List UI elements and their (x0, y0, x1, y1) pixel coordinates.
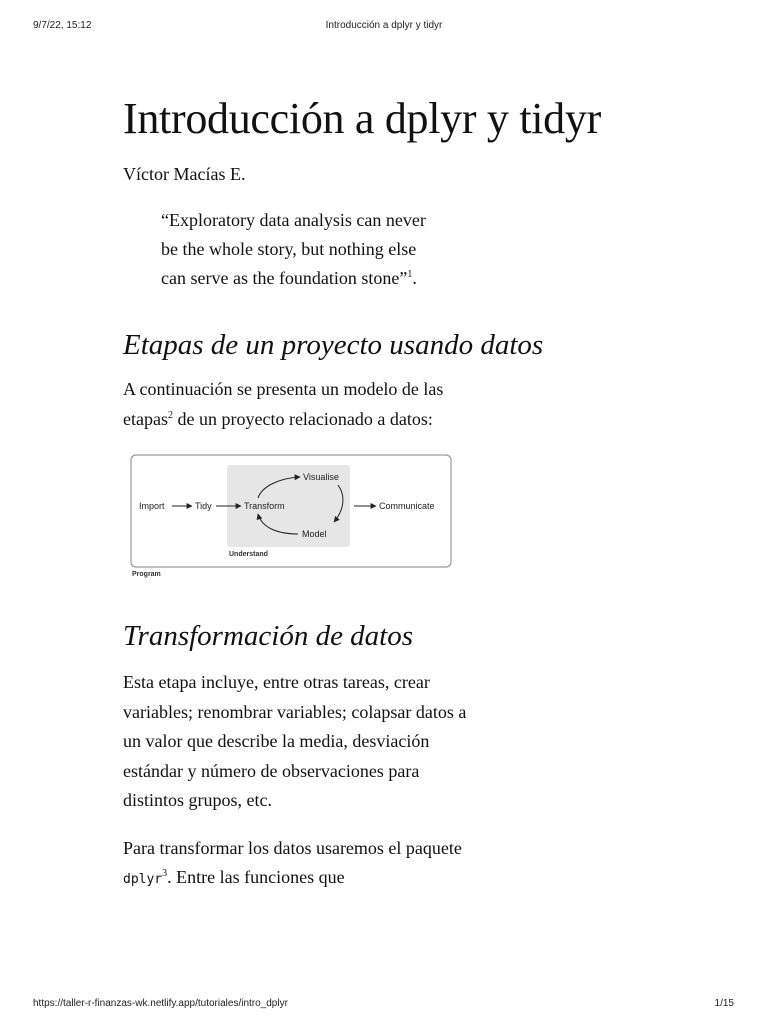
section-heading-etapas: Etapas de un proyecto usando datos (123, 329, 544, 361)
print-url[interactable]: https://taller-r-finanzas-wk.netlify.app/tutoriales/intro_dplyr (33, 998, 288, 1009)
footnote-ref-2[interactable]: 2 (167, 409, 173, 421)
author: Víctor Macías E. (123, 164, 246, 184)
node-visualise: Visualise (303, 472, 339, 482)
paragraph-text: . Entre las funciones que (167, 867, 345, 887)
print-header (0, 0, 768, 40)
data-science-workflow-diagram (130, 454, 452, 580)
footnote-ref-1[interactable]: 1 (407, 269, 413, 280)
paragraph-text: Para transformar los datos usaremos el paquete (123, 837, 462, 858)
quote-text: “Exploratory data analysis can never be the whole story, but nothing else can serve as the foundation stone” (161, 210, 426, 288)
print-page-title: Introducción a dplyr y tidyr (325, 20, 443, 31)
node-model: Model (302, 529, 327, 539)
paragraph-text: de un proyecto relacionado a datos: (172, 408, 433, 429)
paragraph-transformacion: Esta etapa incluye, entre otras tareas, crear variables; renombrar variables; colapsar datos a un valor que describe la media, desviación estándar y número de observaciones para distintos grupos, etc. (123, 672, 467, 810)
page-number: 1/15 (714, 998, 734, 1009)
inline-code-dplyr: dplyr (123, 872, 163, 887)
paragraph-etapas (123, 375, 468, 434)
paragraph-text: A continuación se presenta un modelo de las etapas (123, 379, 444, 429)
epigraph-quote (161, 206, 431, 293)
document-title: Introducción a dplyr y tidyr (123, 94, 601, 143)
document-body (123, 88, 601, 895)
label-understand: Understand (229, 551, 268, 558)
node-communicate: Communicate (379, 501, 435, 511)
paragraph-dplyr (123, 834, 468, 895)
print-footer (0, 984, 768, 1024)
node-tidy: Tidy (195, 501, 212, 511)
quote-end: . (412, 268, 417, 288)
print-date: 9/7/22, 15:12 (33, 20, 92, 31)
node-transform: Transform (244, 501, 285, 511)
footnote-ref-3[interactable]: 3 (162, 868, 168, 879)
section-heading-transformacion: Transformación de datos (123, 620, 414, 652)
node-import: Import (139, 501, 165, 511)
label-program: Program (132, 571, 161, 578)
